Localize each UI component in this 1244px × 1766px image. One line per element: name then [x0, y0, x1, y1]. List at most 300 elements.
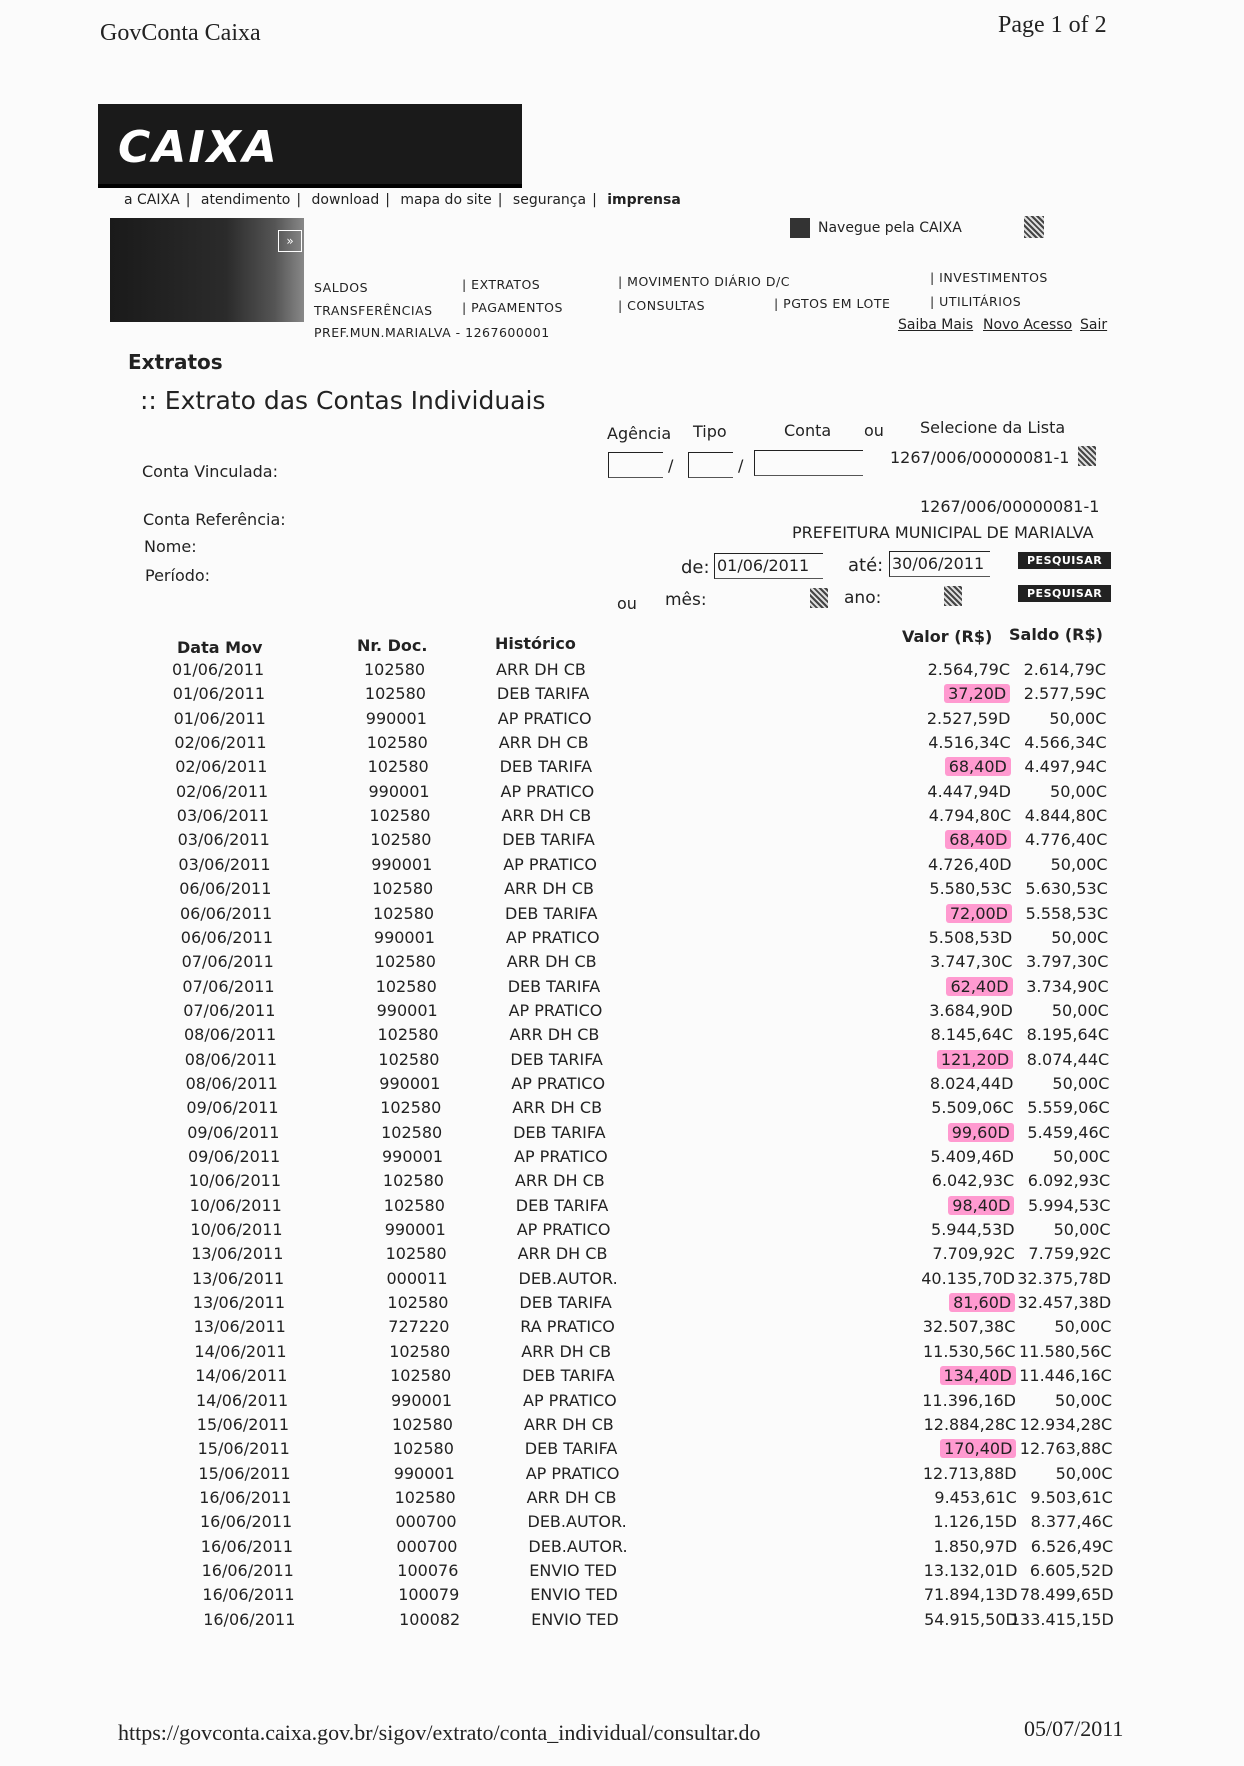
nav-link-atendimento[interactable]: atendimento — [200, 192, 291, 208]
table-row — [0, 1147, 1244, 1171]
cell-data-mov: 16/06/2011 — [201, 1560, 294, 1580]
cell-valor: 62,40D — [946, 977, 1012, 996]
cell-valor: 11.396,16D — [922, 1390, 1016, 1410]
table-row — [0, 1317, 1244, 1341]
caixa-banner — [98, 104, 522, 188]
cell-saldo: 5.994,53C — [1027, 1195, 1111, 1215]
cell-saldo: 2.614,79C — [1023, 660, 1106, 679]
nav-link-imprensa[interactable]: imprensa — [607, 192, 681, 208]
nav-link-a-caixa[interactable]: a CAIXA — [124, 192, 180, 208]
cell-saldo: 5.559,06C — [1027, 1098, 1110, 1118]
table-row — [0, 1561, 1244, 1585]
cell-data-mov: 15/06/2011 — [197, 1439, 290, 1459]
cell-nr-doc: 102580 — [369, 806, 431, 826]
cell-saldo: 6.092,93C — [1027, 1171, 1111, 1191]
cell-saldo: 4.566,34C — [1024, 733, 1107, 753]
table-row — [0, 1196, 1244, 1220]
cell-valor: 68,40D — [945, 830, 1011, 849]
cell-nr-doc: 000700 — [395, 1512, 457, 1532]
cell-saldo: 5.630,53C — [1025, 879, 1108, 899]
nav-link-download[interactable]: download — [311, 192, 380, 208]
cell-valor: 72,00D — [946, 904, 1012, 923]
table-row — [0, 1171, 1244, 1195]
cell-data-mov: 07/06/2011 — [183, 1000, 276, 1020]
cell-nr-doc: 990001 — [368, 781, 430, 801]
cell-valor: 99,60D — [948, 1123, 1014, 1142]
cell-valor: 54.915,50D — [924, 1609, 1018, 1629]
agencia-input[interactable] — [608, 452, 663, 478]
cell-saldo: 4.776,40C — [1024, 830, 1108, 850]
cell-nr-doc: 102580 — [378, 1049, 440, 1069]
cell-nr-doc: 100082 — [399, 1609, 461, 1629]
table-row — [0, 1244, 1244, 1268]
table-row — [0, 782, 1244, 806]
cell-nr-doc: 990001 — [373, 927, 435, 947]
cell-data-mov: 15/06/2011 — [198, 1463, 291, 1483]
cell-saldo: 3.734,90C — [1026, 976, 1109, 996]
cell-data-mov: 01/06/2011 — [172, 684, 266, 704]
cell-nr-doc: 102580 — [364, 660, 426, 679]
cell-data-mov: 16/06/2011 — [200, 1536, 294, 1556]
cell-valor: 121,20D — [937, 1050, 1013, 1069]
double-chevron-icon[interactable]: » — [278, 230, 302, 252]
cell-valor: 5.580,53C — [929, 879, 1012, 899]
cell-historico: ENVIO TED — [529, 1560, 617, 1580]
cell-saldo: 50,00C — [1053, 1147, 1110, 1166]
select-dropdown-icon[interactable] — [1078, 446, 1096, 466]
cell-historico: AP PRATICO — [514, 1147, 608, 1166]
col-header-doc: Nr. Doc. — [357, 636, 428, 655]
cell-historico: AP PRATICO — [500, 781, 595, 801]
cell-data-mov: 02/06/2011 — [176, 781, 269, 801]
footer-url: https://govconta.caixa.gov.br/sigov/extrato/conta_individual/consultar.do — [118, 1720, 761, 1745]
menu-movimento-diario[interactable]: | MOVIMENTO DIÁRIO D/C — [618, 274, 790, 289]
navegue-arrow-icon — [790, 218, 810, 238]
cell-valor: 9.453,61C — [934, 1487, 1017, 1507]
cell-saldo: 50,00C — [1050, 781, 1107, 801]
cell-saldo: 50,00C — [1050, 854, 1108, 874]
mes-dropdown-icon[interactable] — [810, 588, 828, 608]
pesquisar-mes-button[interactable]: PESQUISAR — [1018, 585, 1111, 602]
cell-valor: 4.726,40D — [928, 854, 1012, 874]
cell-historico: ARR DH CB — [504, 879, 594, 899]
cell-historico: AP PRATICO — [525, 1463, 620, 1483]
cell-data-mov: 09/06/2011 — [188, 1147, 281, 1166]
cell-saldo: 4.497,94C — [1024, 757, 1107, 777]
cell-nr-doc: 990001 — [391, 1390, 453, 1410]
cell-nr-doc: 727220 — [388, 1317, 450, 1337]
caixa-logo[interactable]: CAIXA — [118, 122, 279, 173]
cell-nr-doc: 102580 — [373, 903, 435, 923]
periodo-label: Período: — [145, 566, 211, 585]
table-row — [0, 1537, 1244, 1561]
cell-data-mov: 08/06/2011 — [185, 1073, 278, 1093]
cell-saldo: 32.457,38D — [1017, 1293, 1112, 1313]
cell-nr-doc: 990001 — [376, 1000, 438, 1020]
ate-date-input[interactable]: 30/06/2011 — [889, 551, 990, 577]
cell-valor: 12.713,88D — [922, 1463, 1017, 1483]
table-row — [0, 1269, 1244, 1293]
cell-saldo: 133.415,15D — [1009, 1609, 1114, 1629]
cell-saldo: 8.377,46C — [1030, 1512, 1113, 1532]
cell-historico: DEB TARIFA — [502, 830, 595, 850]
ate-label: até: — [848, 555, 884, 576]
cell-historico: ARR DH CB — [501, 806, 592, 826]
cell-historico: AP PRATICO — [523, 1390, 617, 1410]
col-header-historico: Histórico — [495, 634, 576, 653]
cell-nr-doc: 102580 — [382, 1171, 444, 1191]
cell-valor: 1.126,15D — [933, 1512, 1017, 1532]
cell-valor: 81,60D — [949, 1293, 1015, 1312]
cell-valor: 32.507,38C — [922, 1317, 1016, 1337]
cell-historico: AP PRATICO — [503, 854, 597, 874]
cell-data-mov: 01/06/2011 — [173, 708, 266, 728]
menu-consultas[interactable]: | CONSULTAS — [618, 298, 706, 313]
cell-data-mov: 02/06/2011 — [174, 733, 267, 753]
cell-saldo: 7.759,92C — [1028, 1244, 1111, 1264]
table-row — [0, 1098, 1244, 1122]
col-header-saldo: Saldo (R$) — [1009, 625, 1103, 644]
cell-saldo: 50,00C — [1053, 1220, 1111, 1240]
de-date-input[interactable]: 01/06/2011 — [714, 553, 823, 579]
cell-data-mov: 10/06/2011 — [188, 1171, 282, 1191]
table-row — [0, 1050, 1244, 1074]
cell-historico: ARR DH CB — [514, 1171, 605, 1191]
cell-nr-doc: 990001 — [382, 1147, 444, 1166]
table-row — [0, 806, 1244, 830]
cell-historico: ARR DH CB — [517, 1244, 608, 1264]
cell-data-mov: 07/06/2011 — [181, 952, 274, 972]
cell-saldo: 12.763,88C — [1019, 1439, 1113, 1459]
table-row — [0, 830, 1244, 854]
link-saiba-mais[interactable]: Saiba Mais — [898, 317, 974, 333]
table-row — [0, 733, 1244, 757]
cell-data-mov: 13/06/2011 — [192, 1293, 286, 1313]
footer-date: 05/07/2011 — [1024, 1716, 1124, 1741]
cell-saldo: 5.459,46C — [1027, 1122, 1110, 1142]
cell-valor: 134,40D — [940, 1366, 1016, 1385]
cell-historico: DEB TARIFA — [513, 1122, 606, 1142]
menu-photo — [110, 218, 304, 322]
cell-valor: 98,40D — [948, 1196, 1014, 1215]
page-title: :: Extrato das Contas Individuais — [140, 386, 546, 415]
cell-data-mov: 15/06/2011 — [196, 1414, 290, 1434]
cell-nr-doc: 100079 — [398, 1585, 460, 1605]
cell-nr-doc: 000700 — [396, 1536, 458, 1556]
menu-investimentos[interactable]: | INVESTIMENTOS — [930, 270, 1048, 285]
cell-historico: ENVIO TED — [530, 1585, 618, 1605]
cell-nr-doc: 102580 — [383, 1195, 445, 1215]
cell-nr-doc: 990001 — [365, 708, 427, 728]
cell-saldo: 6.526,49C — [1030, 1536, 1114, 1556]
nav-separator: | — [497, 192, 503, 208]
cell-historico: DEB TARIFA — [505, 903, 598, 923]
nome-label: Nome: — [144, 537, 197, 556]
cell-data-mov: 06/06/2011 — [179, 879, 272, 899]
cell-data-mov: 13/06/2011 — [193, 1317, 286, 1337]
col-header-valor: Valor (R$) — [902, 627, 993, 646]
cell-nr-doc: 000011 — [386, 1268, 448, 1288]
link-novo-acesso[interactable]: Novo Acesso — [983, 317, 1073, 333]
cell-nr-doc: 102580 — [370, 830, 432, 850]
cell-data-mov: 09/06/2011 — [187, 1122, 280, 1142]
de-label: de: — [681, 557, 710, 578]
nav-separator: | — [385, 192, 390, 208]
cell-nr-doc: 102580 — [377, 1025, 439, 1045]
cell-nr-doc: 990001 — [384, 1220, 446, 1240]
cell-data-mov: 06/06/2011 — [180, 927, 274, 947]
cell-data-mov: 08/06/2011 — [184, 1049, 278, 1069]
table-row — [0, 1366, 1244, 1390]
cell-nr-doc: 102580 — [392, 1439, 454, 1459]
cell-valor: 4.794,80C — [928, 806, 1012, 826]
cell-valor: 4.516,34C — [928, 733, 1011, 753]
slash-separator: / — [668, 456, 674, 475]
cell-nr-doc: 102580 — [385, 1244, 447, 1264]
cell-saldo: 8.074,44C — [1026, 1049, 1110, 1069]
cell-nr-doc: 102580 — [367, 757, 429, 777]
cell-valor: 71.894,13D — [923, 1585, 1018, 1605]
table-row — [0, 1220, 1244, 1244]
cell-saldo: 4.844,80C — [1024, 806, 1108, 826]
cell-historico: ARR DH CB — [512, 1098, 603, 1118]
cell-data-mov: 13/06/2011 — [192, 1268, 285, 1288]
table-row — [0, 1293, 1244, 1317]
cell-valor: 8.024,44D — [929, 1073, 1014, 1093]
cell-valor: 40.135,70D — [921, 1268, 1015, 1288]
account-owner: PREF.MUN.MARIALVA - 1267600001 — [314, 325, 550, 340]
cell-valor: 6.042,93C — [931, 1171, 1015, 1191]
pesquisar-periodo-button[interactable]: PESQUISAR — [1018, 552, 1111, 569]
slash-separator: / — [738, 456, 744, 475]
cell-historico: DEB TARIFA — [515, 1195, 609, 1215]
cell-valor: 5.409,46D — [930, 1147, 1014, 1166]
cell-historico: ARR DH CB — [523, 1414, 614, 1434]
cell-historico: ARR DH CB — [496, 660, 586, 679]
cell-historico: DEB TARIFA — [499, 757, 593, 777]
cell-saldo: 11.580,56C — [1019, 1341, 1112, 1361]
cell-historico: AP PRATICO — [511, 1073, 606, 1093]
table-row — [0, 1415, 1244, 1439]
cell-saldo: 50,00C — [1049, 708, 1107, 728]
cell-valor: 4.447,94D — [927, 781, 1011, 801]
cell-historico: DEB TARIFA — [507, 976, 601, 996]
conta-vinculada-label: Conta Vinculada: — [142, 462, 278, 481]
ano-label: ano: — [844, 588, 882, 608]
cell-data-mov: 14/06/2011 — [195, 1366, 288, 1386]
print-header-title: GovConta Caixa — [100, 20, 261, 46]
top-nav — [124, 192, 687, 208]
cell-nr-doc: 102580 — [389, 1341, 451, 1361]
cell-valor: 3.747,30C — [929, 952, 1013, 972]
table-row — [0, 1439, 1244, 1463]
cell-saldo: 9.503,61C — [1030, 1487, 1113, 1507]
cell-data-mov: 16/06/2011 — [202, 1585, 295, 1605]
cell-nr-doc: 102580 — [394, 1487, 456, 1507]
cell-valor: 2.564,79C — [927, 660, 1010, 679]
table-row — [0, 1585, 1244, 1609]
cell-saldo: 78.499,65D — [1019, 1585, 1114, 1605]
table-row — [0, 1391, 1244, 1415]
cell-historico: DEB TARIFA — [510, 1049, 603, 1069]
cell-valor: 7.709,92C — [932, 1244, 1015, 1264]
cell-data-mov: 10/06/2011 — [189, 1195, 282, 1215]
mes-label: mês: — [665, 590, 707, 610]
cell-saldo: 2.577,59C — [1023, 684, 1107, 704]
navegue-pela-caixa[interactable] — [790, 218, 962, 238]
table-row — [0, 1123, 1244, 1147]
nome-value: PREFEITURA MUNICIPAL DE MARIALVA — [792, 523, 1094, 542]
table-row — [0, 757, 1244, 781]
cell-valor: 13.132,01D — [923, 1560, 1018, 1580]
cell-saldo: 50,00C — [1054, 1317, 1112, 1337]
cell-saldo: 12.934,28C — [1019, 1414, 1113, 1434]
cell-historico: DEB TARIFA — [524, 1439, 618, 1459]
cell-valor: 2.527,59D — [926, 708, 1011, 728]
table-row — [0, 1001, 1244, 1025]
cell-historico: ARR DH CB — [509, 1025, 600, 1045]
cell-valor: 5.944,53D — [931, 1220, 1015, 1240]
cell-nr-doc: 100076 — [397, 1560, 459, 1580]
cell-data-mov: 13/06/2011 — [191, 1244, 284, 1264]
cell-historico: AP PRATICO — [508, 1000, 603, 1020]
cell-historico: DEB TARIFA — [496, 684, 590, 704]
cell-valor: 5.508,53D — [928, 927, 1013, 947]
table-row — [0, 709, 1244, 733]
cell-nr-doc: 990001 — [379, 1073, 441, 1093]
conta-referencia-label: Conta Referência: — [143, 510, 286, 529]
nav-separator: | — [592, 192, 597, 208]
table-row — [0, 952, 1244, 976]
table-row — [0, 928, 1244, 952]
menu-transferencias[interactable]: TRANSFERÊNCIAS — [314, 303, 433, 318]
cell-nr-doc: 990001 — [393, 1463, 455, 1483]
navegue-dropdown-icon[interactable] — [1024, 216, 1044, 238]
cell-valor: 1.850,97D — [933, 1536, 1018, 1556]
table-row — [0, 977, 1244, 1001]
cell-nr-doc: 102580 — [380, 1098, 442, 1118]
cell-data-mov: 14/06/2011 — [194, 1341, 287, 1361]
agencia-label: Agência — [607, 424, 672, 443]
ou-label-2: ou — [617, 594, 637, 613]
cell-data-mov: 09/06/2011 — [186, 1098, 279, 1118]
cell-historico: ARR DH CB — [498, 733, 589, 753]
cell-data-mov: 02/06/2011 — [175, 757, 268, 777]
table-row — [0, 1610, 1244, 1634]
ano-dropdown-icon[interactable] — [944, 586, 962, 606]
menu-pagamentos[interactable]: | PAGAMENTOS — [462, 300, 563, 315]
cell-nr-doc: 102580 — [381, 1122, 443, 1142]
nav-link-mapa-do-site[interactable]: mapa do site — [400, 192, 492, 208]
cell-valor: 5.509,06C — [931, 1098, 1014, 1118]
menu-saldos[interactable]: SALDOS — [314, 280, 369, 295]
conta-referencia-value: 1267/006/00000081-1 — [920, 497, 1100, 516]
table-row — [0, 1342, 1244, 1366]
cell-valor: 8.145,64C — [930, 1025, 1013, 1045]
cell-data-mov: 16/06/2011 — [200, 1512, 293, 1532]
tipo-input[interactable] — [688, 452, 733, 478]
menu-utilitarios[interactable]: | UTILITÁRIOS — [930, 294, 1022, 309]
cell-nr-doc: 102580 — [366, 733, 428, 753]
cell-nr-doc: 102580 — [364, 684, 426, 704]
cell-nr-doc: 102580 — [372, 879, 434, 899]
table-row — [0, 1464, 1244, 1488]
cell-saldo: 50,00C — [1052, 1073, 1110, 1093]
cell-valor: 3.684,90D — [929, 1000, 1013, 1020]
conta-input[interactable] — [754, 450, 863, 476]
cell-saldo: 32.375,78D — [1017, 1268, 1111, 1288]
cell-historico: DEB.AUTOR. — [528, 1536, 628, 1556]
cell-valor: 68,40D — [945, 757, 1011, 776]
cell-historico: DEB.AUTOR. — [527, 1512, 627, 1532]
cell-valor: 37,20D — [944, 684, 1010, 703]
section-title: Extratos — [128, 350, 223, 374]
cell-saldo: 50,00C — [1051, 1000, 1109, 1020]
table-row — [0, 1074, 1244, 1098]
cell-data-mov: 03/06/2011 — [178, 854, 271, 874]
cell-saldo: 50,00C — [1055, 1390, 1112, 1410]
cell-data-mov: 16/06/2011 — [199, 1487, 292, 1507]
table-row — [0, 1512, 1244, 1536]
cell-nr-doc: 990001 — [371, 854, 433, 874]
cell-saldo: 50,00C — [1051, 927, 1109, 947]
cell-data-mov: 16/06/2011 — [203, 1609, 296, 1629]
cell-saldo: 5.558,53C — [1025, 903, 1108, 923]
table-row — [0, 684, 1244, 708]
table-row — [0, 660, 1244, 684]
cell-valor: 12.884,28C — [923, 1414, 1017, 1434]
nav-link-seguranca[interactable]: segurança — [512, 192, 587, 208]
cell-data-mov: 01/06/2011 — [172, 660, 265, 679]
cell-saldo: 3.797,30C — [1025, 952, 1109, 972]
cell-historico: DEB TARIFA — [522, 1366, 615, 1386]
conta-select[interactable]: 1267/006/00000081-1 — [890, 448, 1070, 467]
cell-historico: DEB.AUTOR. — [518, 1268, 618, 1288]
conta-label: Conta — [784, 421, 832, 440]
cell-data-mov: 06/06/2011 — [180, 903, 273, 923]
cell-nr-doc: 102580 — [390, 1366, 452, 1386]
page-number: Page 1 of 2 — [998, 12, 1107, 38]
cell-data-mov: 07/06/2011 — [182, 976, 275, 996]
tipo-label: Tipo — [693, 422, 727, 441]
link-sair[interactable]: Sair — [1080, 317, 1108, 333]
cell-historico: ARR DH CB — [521, 1341, 612, 1361]
col-header-data: Data Mov — [177, 638, 263, 657]
cell-nr-doc: 102580 — [387, 1293, 449, 1313]
cell-saldo: 11.446,16C — [1019, 1366, 1112, 1386]
table-row — [0, 1488, 1244, 1512]
cell-data-mov: 14/06/2011 — [196, 1390, 289, 1410]
nav-separator: | — [296, 192, 302, 208]
ou-label: ou — [864, 421, 884, 440]
cell-historico: AP PRATICO — [497, 708, 592, 728]
cell-data-mov: 03/06/2011 — [176, 806, 270, 826]
menu-pgtos-em-lote[interactable]: | PGTOS EM LOTE — [774, 296, 891, 311]
table-row — [0, 879, 1244, 903]
cell-nr-doc: 102580 — [374, 952, 436, 972]
cell-nr-doc: 102580 — [375, 976, 437, 996]
cell-historico: ARR DH CB — [506, 952, 597, 972]
cell-saldo: 6.605,52D — [1029, 1560, 1114, 1580]
cell-nr-doc: 102580 — [391, 1414, 453, 1434]
menu-extratos[interactable]: | EXTRATOS — [462, 277, 541, 292]
cell-historico: ENVIO TED — [531, 1609, 619, 1629]
cell-saldo: 8.195,64C — [1026, 1025, 1109, 1045]
cell-historico: DEB TARIFA — [519, 1293, 612, 1313]
selecione-label: Selecione da Lista — [920, 418, 1066, 437]
cell-historico: RA PRATICO — [520, 1317, 615, 1337]
cell-historico: AP PRATICO — [505, 927, 600, 947]
